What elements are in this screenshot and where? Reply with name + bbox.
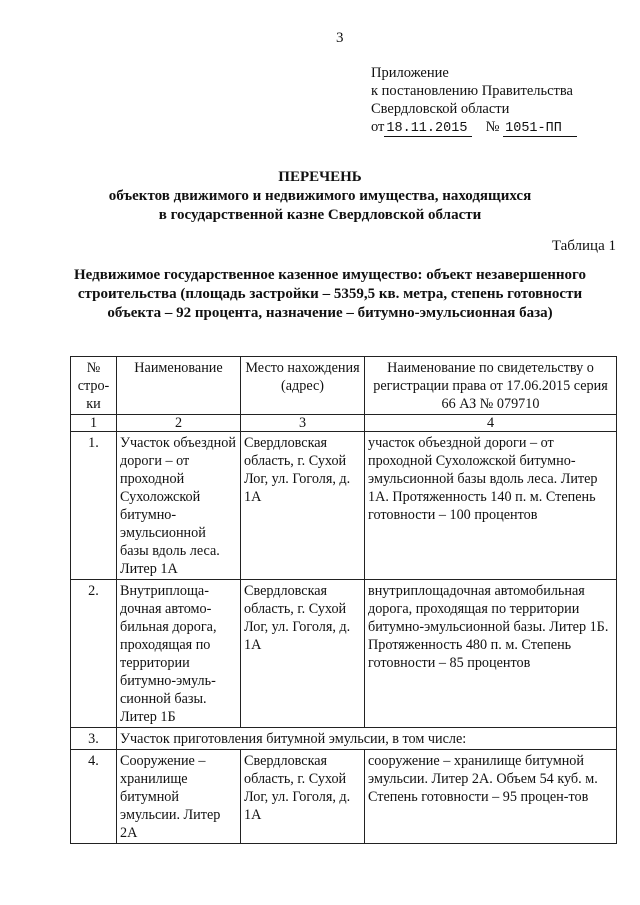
- decree-date: 18.11.2015: [384, 121, 472, 137]
- row-section-title: Участок приготовления битумной эмульсии, в том числе:: [117, 728, 617, 750]
- table-row: [71, 432, 617, 580]
- row-name: Сооружение – хранилище битумной эмульсии. Литер 2А: [117, 750, 241, 844]
- row-certificate: сооружение – хранилище битумной эмульсии. Литер 2А. Объем 54 куб. м. Степень готовности – 95 процен-тов: [365, 750, 617, 844]
- appendix-date-line: [371, 118, 577, 137]
- header-certificate: Наименование по свидетельству о регистрации права от 17.06.2015 серия 66 АЗ № 079710: [365, 357, 617, 415]
- appendix-line-1: Приложение: [371, 65, 449, 81]
- header-num: № стро-ки: [71, 357, 117, 415]
- appendix-line-3: Свердловской области: [371, 101, 510, 117]
- row-number: 1.: [71, 432, 117, 580]
- row-name: Участок объездной дороги – от проходной Сухоложской битумно-эмульсионной базы вдоль леса. Литер 1А: [117, 432, 241, 580]
- row-number: 3.: [71, 728, 117, 750]
- column-number: 1: [71, 415, 117, 432]
- appendix-line-2: к постановлению Правительства: [371, 83, 573, 99]
- column-number: 4: [365, 415, 617, 432]
- date-prefix: от: [371, 119, 385, 135]
- row-number: 2.: [71, 580, 117, 728]
- row-name: Внутриплоща-дочная автомо-бильная дорога, проходящая по территории битумно-эмуль-сионной базы. Литер 1Б: [117, 580, 241, 728]
- table-heading-line-2: строительства (площадь застройки – 5359,5 кв. метра, степень готовности: [77, 286, 583, 302]
- number-prefix: №: [485, 119, 500, 135]
- column-number: 2: [117, 415, 241, 432]
- table-heading-line-1: Недвижимое государственное казенное имущество: объект незавершенного: [74, 267, 586, 283]
- property-table: [70, 356, 617, 844]
- page-number: 3: [336, 30, 344, 46]
- column-number: 3: [241, 415, 365, 432]
- row-number: 4.: [71, 750, 117, 844]
- row-certificate: внутриплощадочная автомобильная дорога, проходящая по территории битумно-эмульсионной базы. Литер 1Б. Протяженность 480 п. м. Степень готовности – 85 процентов: [365, 580, 617, 728]
- title-line-3: в государственной казне Свердловской области: [158, 207, 482, 223]
- title-line-2: объектов движимого и недвижимого имущества, находящихся: [108, 188, 532, 204]
- table-row: [71, 750, 617, 844]
- header-location: Место нахождения (адрес): [241, 357, 365, 415]
- table-heading: [40, 266, 620, 323]
- document-title: [0, 168, 640, 225]
- table-row: [71, 728, 617, 750]
- appendix-block: [371, 64, 577, 137]
- table-header-row: [71, 357, 617, 415]
- row-location: Свердловская область, г. Сухой Лог, ул. Гоголя, д. 1А: [241, 580, 365, 728]
- table-row: [71, 580, 617, 728]
- column-number-row: [71, 415, 617, 432]
- row-location: Свердловская область, г. Сухой Лог, ул. Гоголя, д. 1А: [241, 432, 365, 580]
- header-name: Наименование: [117, 357, 241, 415]
- row-location: Свердловская область, г. Сухой Лог, ул. Гоголя, д. 1А: [241, 750, 365, 844]
- row-certificate: участок объездной дороги – от проходной Сухоложской битумно-эмульсионной базы вдоль леса. Литер 1А. Протяженность 140 п. м. Степень готовности – 100 процентов: [365, 432, 617, 580]
- table-heading-line-3: объекта – 92 процента, назначение – битумно-эмульсионная база): [107, 305, 553, 321]
- decree-number: 1051-ПП: [503, 121, 577, 137]
- title-line-1: ПЕРЕЧЕНЬ: [278, 169, 362, 185]
- table-label: Таблица 1: [551, 238, 616, 254]
